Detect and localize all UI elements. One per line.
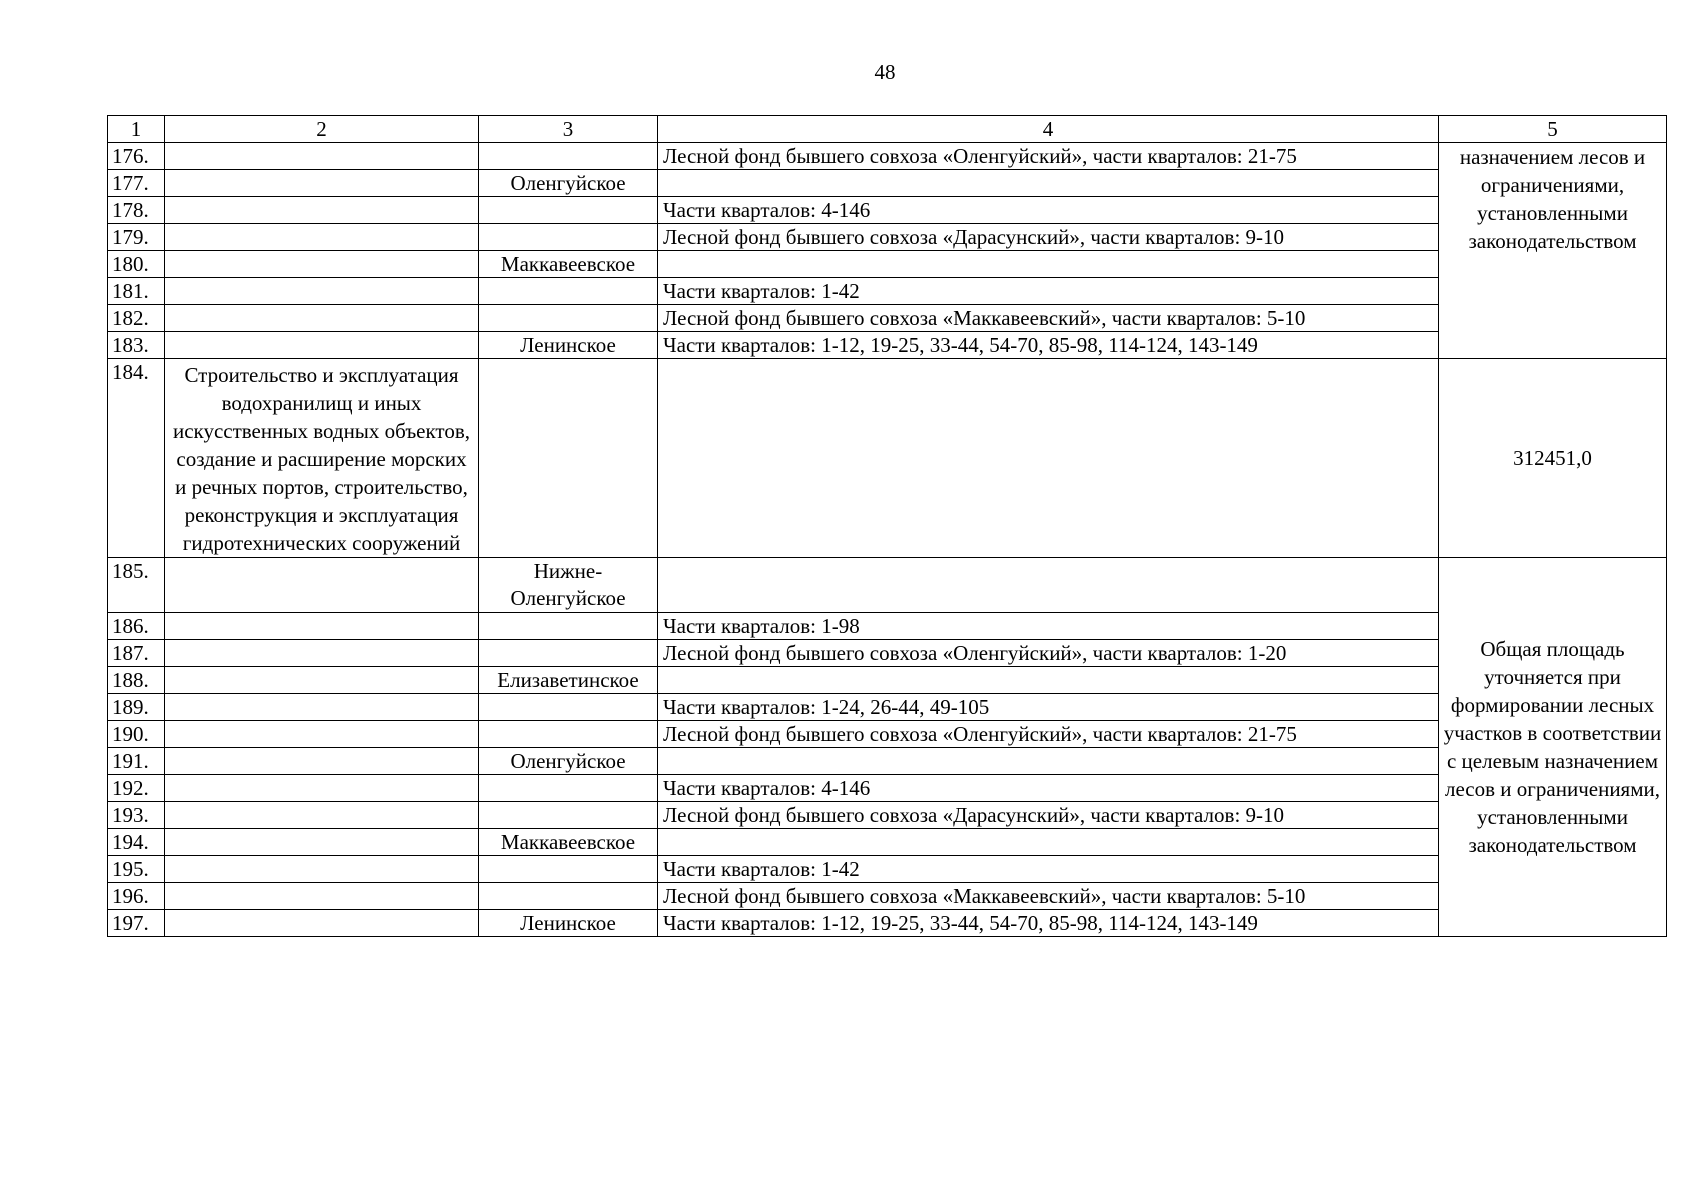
row-activity [165,802,479,829]
header-col-3: 3 [479,116,658,143]
row-activity [165,694,479,721]
header-col-2: 2 [165,116,479,143]
header-col-1: 1 [108,116,165,143]
row-activity [165,278,479,305]
row-activity [165,883,479,910]
row-number: 195. [108,856,165,883]
row-quarters: Лесной фонд бывшего совхоза «Маккавеевский», части кварталов: 5-10 [658,305,1439,332]
row-quarters: Части кварталов: 1-42 [658,856,1439,883]
row-quarters: Лесной фонд бывшего совхоза «Дарасунский», части кварталов: 9-10 [658,224,1439,251]
row-number: 178. [108,197,165,224]
row-number: 190. [108,721,165,748]
row-activity [165,558,479,613]
row-quarters: Лесной фонд бывшего совхоза «Оленгуйский», части кварталов: 21-75 [658,143,1439,170]
row-quarters [658,748,1439,775]
row-forestry: Елизаветинское [479,667,658,694]
row-quarters: Части кварталов: 1-42 [658,278,1439,305]
row-number: 177. [108,170,165,197]
table-row [108,170,1667,197]
row-quarters: Части кварталов: 1-98 [658,613,1439,640]
row-quarters [658,667,1439,694]
row-activity [165,613,479,640]
row-forestry [479,613,658,640]
table-row [108,251,1667,278]
row-activity [165,667,479,694]
row-forestry: Маккавеевское [479,251,658,278]
table-row [108,721,1667,748]
row-total-area: 312451,0 [1439,359,1667,558]
row-number: 191. [108,748,165,775]
row-number: 193. [108,802,165,829]
row-forestry [479,802,658,829]
table-row [108,640,1667,667]
row-activity [165,197,479,224]
row-activity [165,143,479,170]
table-header-row [108,116,1667,143]
row-number: 176. [108,143,165,170]
row-activity [165,748,479,775]
row-number: 181. [108,278,165,305]
row-forestry [479,856,658,883]
table-row [108,667,1667,694]
row-forestry [479,278,658,305]
forest-zones-table [107,115,1667,937]
row-forestry [479,694,658,721]
row-area-note: назначением лесов и ограничениями, установленными законодательством [1439,143,1667,359]
row-number: 188. [108,667,165,694]
row-number: 180. [108,251,165,278]
table-row [108,359,1667,558]
row-quarters: Части кварталов: 1-12, 19-25, 33-44, 54-70, 85-98, 114-124, 143-149 [658,332,1439,359]
row-quarters: Лесной фонд бывшего совхоза «Дарасунский», части кварталов: 9-10 [658,802,1439,829]
row-number: 197. [108,910,165,937]
row-activity [165,305,479,332]
table-row [108,143,1667,170]
row-activity [165,224,479,251]
row-forestry [479,640,658,667]
table-row [108,856,1667,883]
table-row [108,558,1667,613]
row-forestry: Нижне-Оленгуйское [479,558,658,613]
table-row [108,694,1667,721]
row-forestry: Ленинское [479,332,658,359]
row-area-note: Общая площадь уточняется при формировании лесных участков в соответствии с целевым назначением лесов и ограничениями, установленными законодательством [1439,558,1667,937]
row-activity [165,910,479,937]
row-number: 179. [108,224,165,251]
table-row [108,613,1667,640]
row-quarters: Лесной фонд бывшего совхоза «Маккавеевский», части кварталов: 5-10 [658,883,1439,910]
header-col-4: 4 [658,116,1439,143]
header-col-5: 5 [1439,116,1667,143]
row-number: 184. [108,359,165,558]
row-number: 185. [108,558,165,613]
table-row [108,278,1667,305]
row-activity [165,775,479,802]
row-forestry [479,143,658,170]
table-row [108,910,1667,937]
row-quarters: Части кварталов: 4-146 [658,775,1439,802]
row-forestry [479,224,658,251]
row-quarters: Части кварталов: 4-146 [658,197,1439,224]
row-quarters [658,170,1439,197]
table-row [108,197,1667,224]
table-row [108,883,1667,910]
row-number: 192. [108,775,165,802]
row-forestry [479,305,658,332]
row-forestry [479,883,658,910]
row-quarters: Части кварталов: 1-24, 26-44, 49-105 [658,694,1439,721]
row-activity [165,170,479,197]
table-row [108,224,1667,251]
row-forestry [479,197,658,224]
row-forestry: Маккавеевское [479,829,658,856]
row-activity [165,856,479,883]
row-forestry [479,775,658,802]
table-row [108,332,1667,359]
row-number: 183. [108,332,165,359]
row-quarters [658,359,1439,558]
row-activity: Строительство и эксплуатация водохранилищ и иных искусственных водных объектов, создание и расширение морских и речных портов, строительство, реконструкция и эксплуатация гидротехнических сооружений [165,359,479,558]
row-forestry [479,721,658,748]
table-row [108,802,1667,829]
row-activity [165,332,479,359]
row-number: 196. [108,883,165,910]
table-row [108,775,1667,802]
page-number: 48 [874,60,896,84]
row-number: 186. [108,613,165,640]
row-quarters: Лесной фонд бывшего совхоза «Оленгуйский», части кварталов: 1-20 [658,640,1439,667]
table-row [108,829,1667,856]
row-number: 182. [108,305,165,332]
row-quarters [658,558,1439,613]
table-row [108,748,1667,775]
row-activity [165,251,479,278]
row-number: 187. [108,640,165,667]
row-forestry: Оленгуйское [479,170,658,197]
row-quarters: Лесной фонд бывшего совхоза «Оленгуйский», части кварталов: 21-75 [658,721,1439,748]
row-forestry: Ленинское [479,910,658,937]
row-number: 189. [108,694,165,721]
row-quarters [658,251,1439,278]
row-number: 194. [108,829,165,856]
row-activity [165,640,479,667]
row-forestry: Оленгуйское [479,748,658,775]
row-activity [165,721,479,748]
row-forestry [479,359,658,558]
row-quarters [658,829,1439,856]
row-quarters: Части кварталов: 1-12, 19-25, 33-44, 54-70, 85-98, 114-124, 143-149 [658,910,1439,937]
table-row [108,305,1667,332]
row-activity [165,829,479,856]
